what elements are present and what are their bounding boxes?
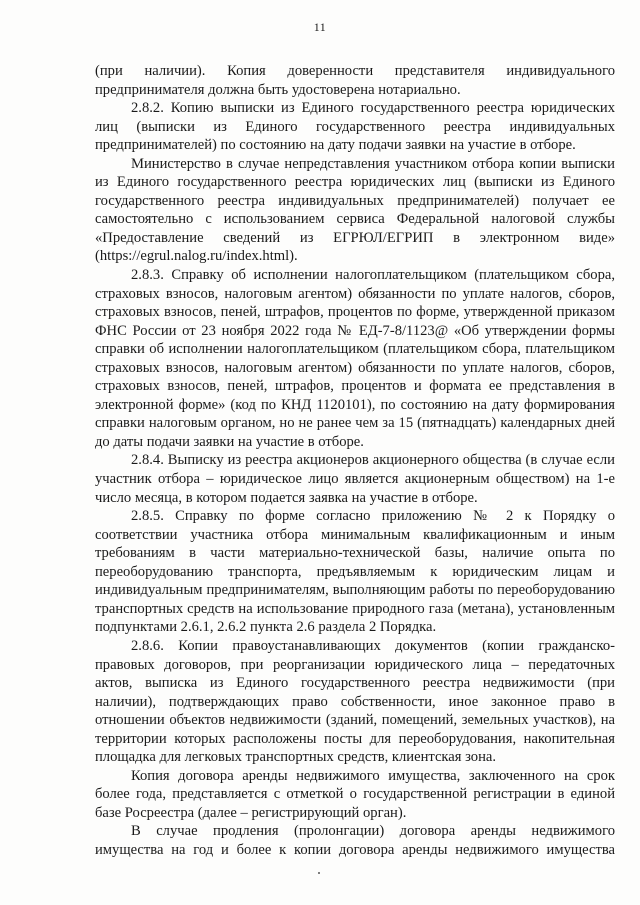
document-body <box>95 62 615 860</box>
paragraph-2-8-4: 2.8.4. Выписку из реестра акционеров акционерного общества (в случае если участник отбора – юридическое лицо является акционерным обществом) на 1-е число месяца, в котором подается заявка на участие в отборе. <box>95 452 615 506</box>
paragraph-power-of-attorney: (при наличии). Копия доверенности представителя индивидуального предпринимателя должна быть удостоверена нотариально. <box>95 63 615 98</box>
paragraph-2-8-2: 2.8.2. Копию выписки из Единого государственного реестра юридических лиц (выписки из Единого государственного реестра индивидуальных предпринимателей) по состоянию на дату подачи заявки на участие в отборе. <box>95 100 615 154</box>
scan-speck <box>318 872 320 874</box>
paragraph-lease-copy: Копия договора аренды недвижимого имущества, заключенного на срок более года, представляется с отметкой о государственной регистрации в единой базе Росреестра (далее – регистрирующий орган). <box>95 767 615 821</box>
paragraph-ministry-egrul: Министерство в случае непредставления участником отбора копии выписки из Единого государственного реестра юридических лиц (выписки из Единого государственного реестра индивидуальных предпринимателей) получает ее самостоятельно с использованием сервиса Федеральной налоговой службы «Предоставление сведений из ЕГРЮЛ/ЕГРИП в электронном виде» (https://egrul.nalog.ru/index.html). <box>95 155 615 265</box>
paragraph-2-8-5: 2.8.5. Справку по форме согласно приложению № 2 к Порядку о соответствии участника отбора минимальным квалификационным и иным требованиям в части материально-технической базы, наличие опыта по переоборудованию транспорта, предъявляемым к юридическим лицам и индивидуальным предпринимателям, выполняющим работы по переоборудованию транспортных средств на использование природного газа (метана), установленным подпунктами 2.6.1, 2.6.2 пункта 2.6 раздела 2 Порядка. <box>95 508 615 636</box>
page-number: 11 <box>313 20 327 34</box>
paragraph-2-8-3: 2.8.3. Справку об исполнении налогоплательщиком (плательщиком сбора, страховых взносов, налоговым агентом) обязанности по уплате налогов, сборов, страховых взносов, пеней, штрафов, процентов по форме, утвержденной приказом ФНС России от 23 ноября 2022 года № ЕД-7-8/1123@ «Об утверждении формы справки об исполнении налогоплательщиком (плательщиком сбора, плательщиком страховых взносов, налоговым агентом) обязанности по уплате налогов, сборов, страховых взносов, пеней, штрафов, процентов и формата ее представления в электронной форме» (код по КНД 1120101), по состоянию на дату формирования справки налоговым органом, но не ранее чем за 15 (пятнадцать) календарных дней до даты подачи заявки на участие в отборе. <box>95 267 615 450</box>
paragraph-2-8-6: 2.8.6. Копии правоустанавливающих документов (копии гражданско-правовых договоров, при реорганизации юридического лица – передаточных актов, выписка из Единого государственного реестра недвижимости (при наличии), подтверждающих право собственности, иное законное право в отношении объектов недвижимости (зданий, помещений, земельных участков), на территории которых расположены посты для переоборудования, накопительная площадка для легковых транспортных средств, клиентская зона. <box>95 637 615 766</box>
paragraph-lease-extension: В случае продления (пролонгации) договора аренды недвижимого имущества на год и более к копии договора аренды недвижимого имущества <box>95 823 615 858</box>
